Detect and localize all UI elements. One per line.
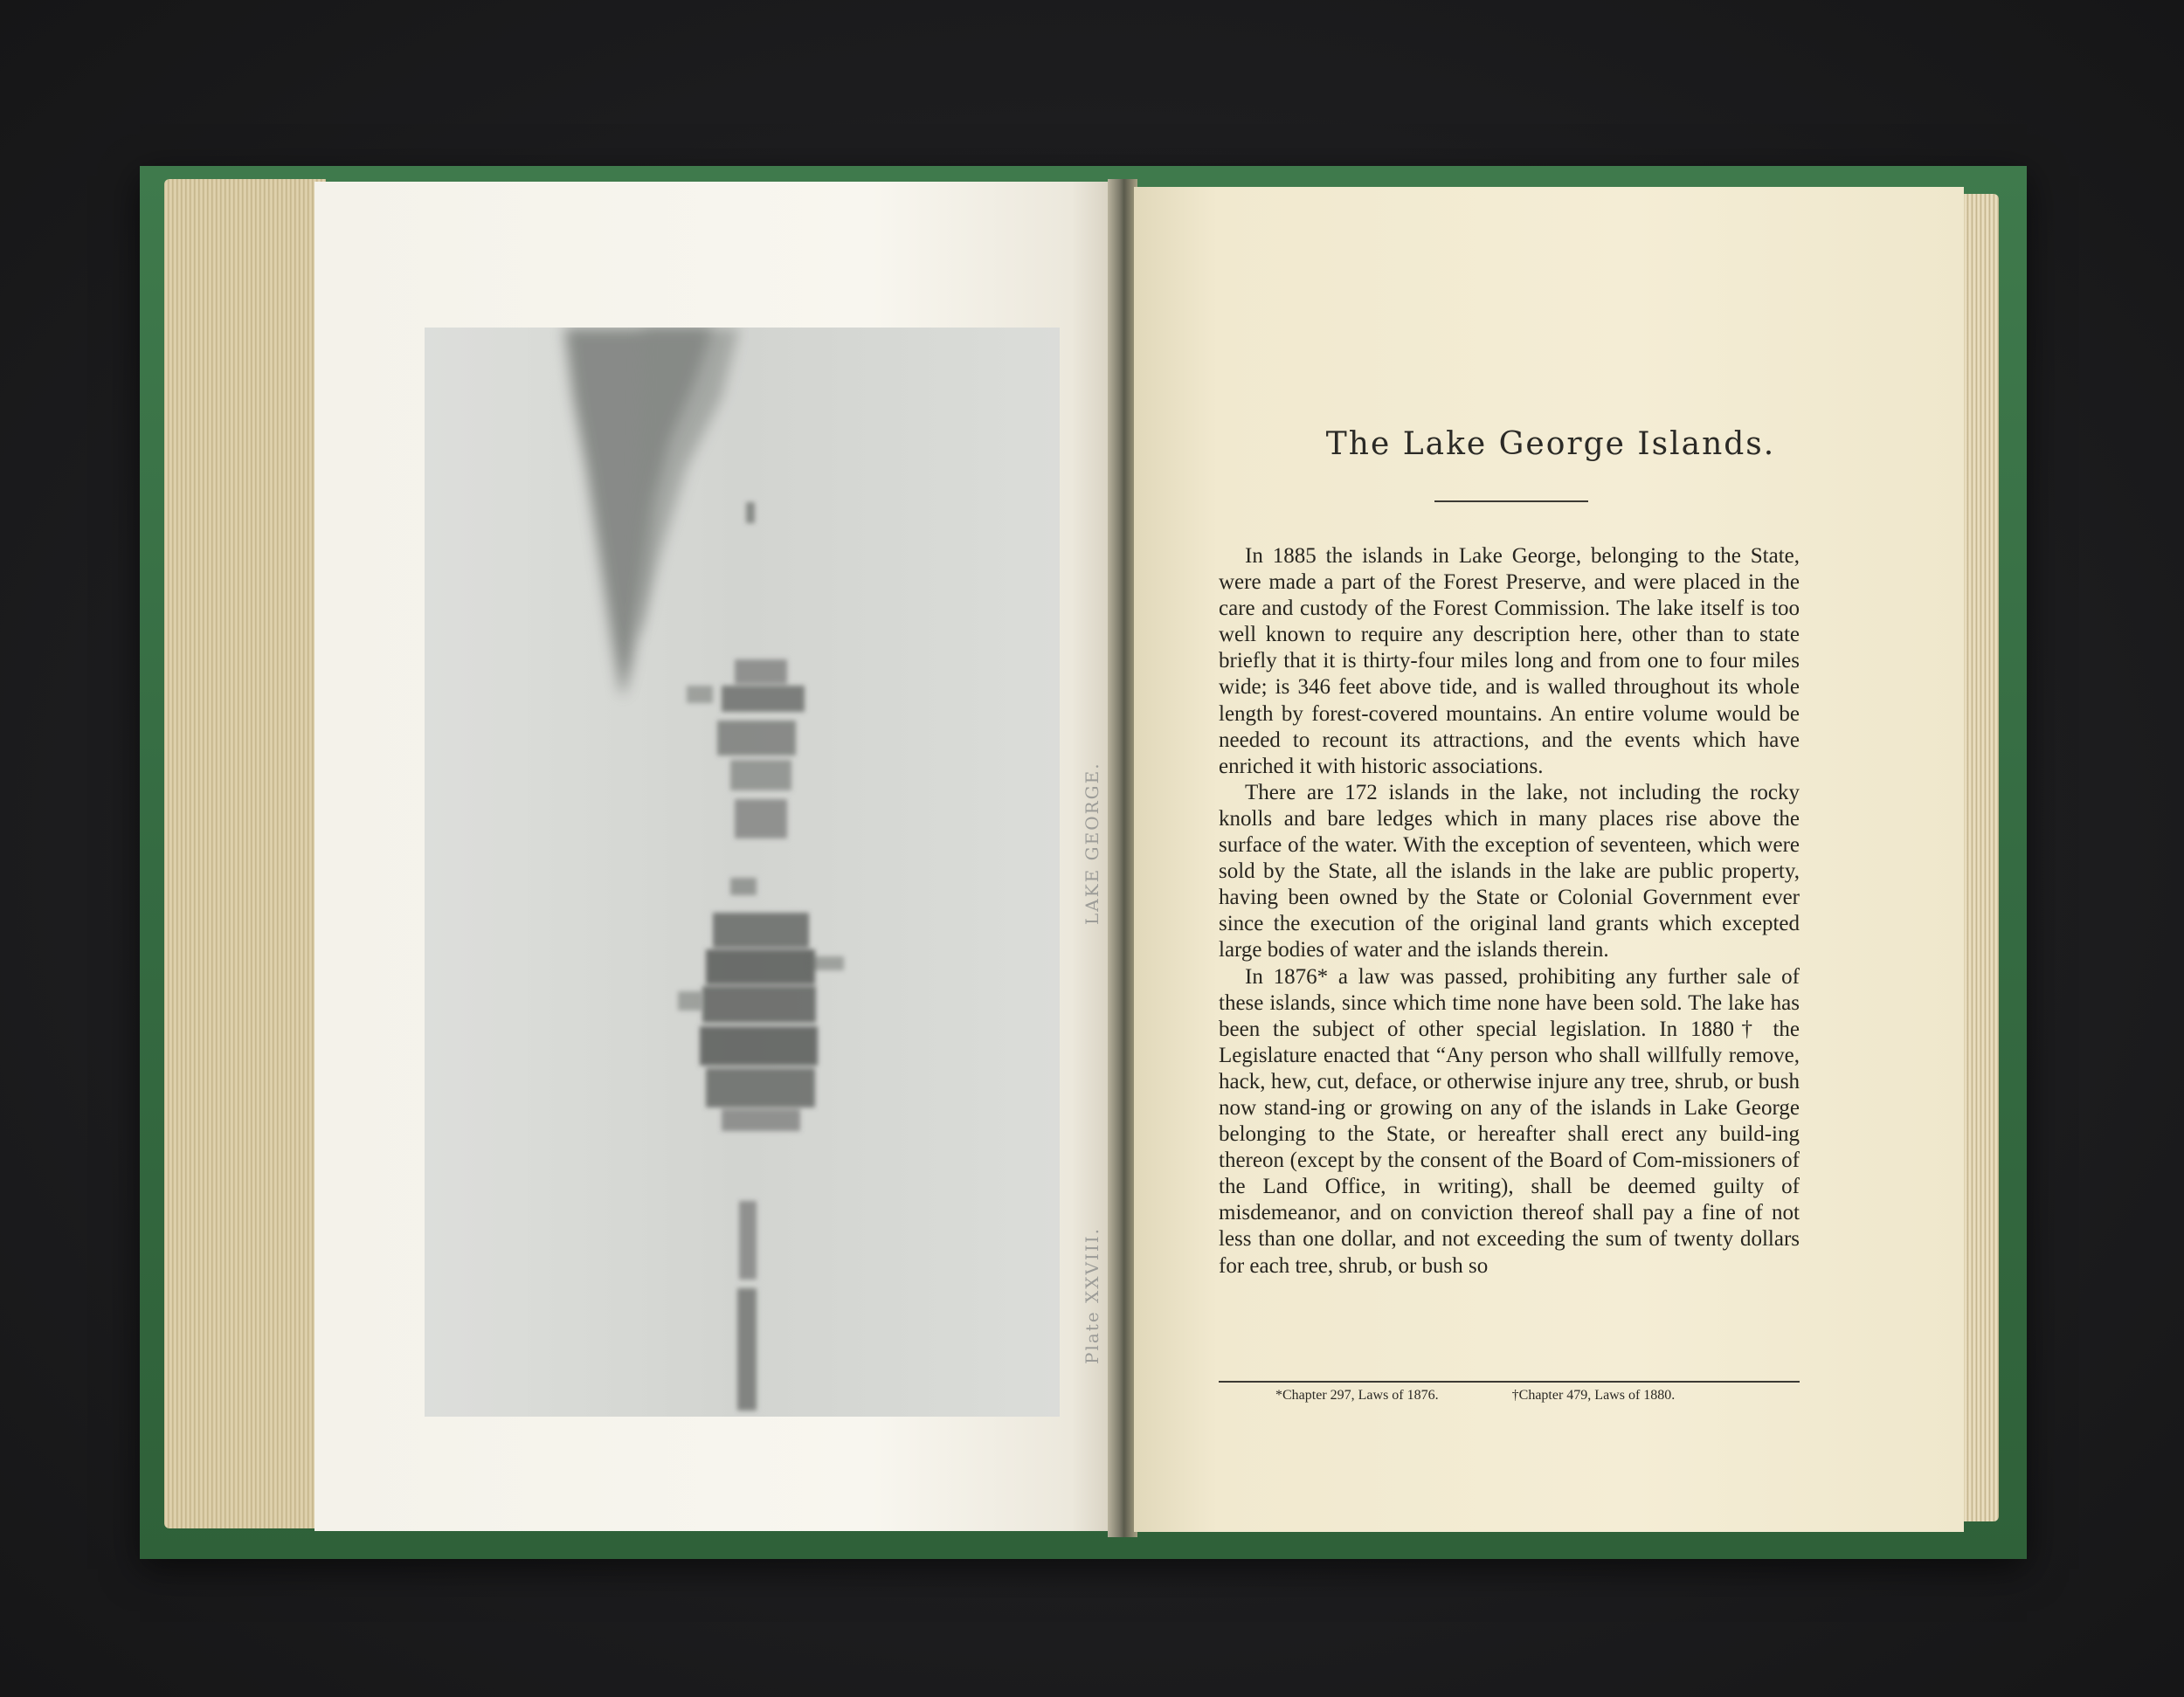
- plate-number: Plate XXVIII.: [1082, 1227, 1102, 1364]
- body-text: [1219, 543, 1800, 1280]
- paragraph: In 1876* a law was passed, prohibiting any further sale of these islands, since which time none have been sold. The lake has been the subject of other special legislation. In 1880† the Legislature enacted that “Any person who shall willfully remove, hack, hew, cut, deface, or otherwise injure any tree, shrub, or bush now stand-ing or growing on any of the islands in Lake George belonging to the State, or hereafter shall erect any build-ing thereon (except by the consent of the Board of Com-missioners of the Land Office, in writing), shall be deemed guilty of misdemeanor, and on conviction thereof shall pay a fine of not less than one dollar, and not exceeding the sum of twenty dollars for each tree, shrub, or bush so: [1219, 964, 1800, 1278]
- title-rule: [1434, 500, 1588, 502]
- lake-george-photograph: [425, 328, 1060, 1417]
- footnote: *Chapter 297, Laws of 1876.: [1275, 1388, 1439, 1403]
- page-edges-left: [164, 179, 326, 1528]
- paragraph: There are 172 islands in the lake, not including the rocky knolls and bare ledges which in many places rise above the surface of the water. With the exception of seventeen, which were sold by the State, all the islands in the lake are public property, having been owned by the State or Colonial Government ever since the execution of the original land grants which excepted large bodies of water and the islands therein.: [1219, 780, 1800, 962]
- footnote-rule: [1219, 1381, 1800, 1383]
- footnote: †Chapter 479, Laws of 1880.: [1511, 1388, 1676, 1403]
- chapter-title: The Lake George Islands.: [1325, 426, 1776, 462]
- footnotes: [1275, 1388, 1800, 1404]
- paragraph: In 1885 the islands in Lake George, belonging to the State, were made a part of the Forest Preserve, and were placed in the care and custody of the Forest Commission. The lake itself is too well known to require any description here, other than to state briefly that it is thirty-four miles long and from one to four miles wide; is 346 feet above tide, and is walled throughout its whole length by forest-covered mountains. An entire volume would be needed to recount its attractions, and the events which have enriched it with historic associations.: [1219, 544, 1800, 778]
- book-gutter: [1108, 179, 1137, 1537]
- plate-title: LAKE GEORGE.: [1082, 762, 1102, 925]
